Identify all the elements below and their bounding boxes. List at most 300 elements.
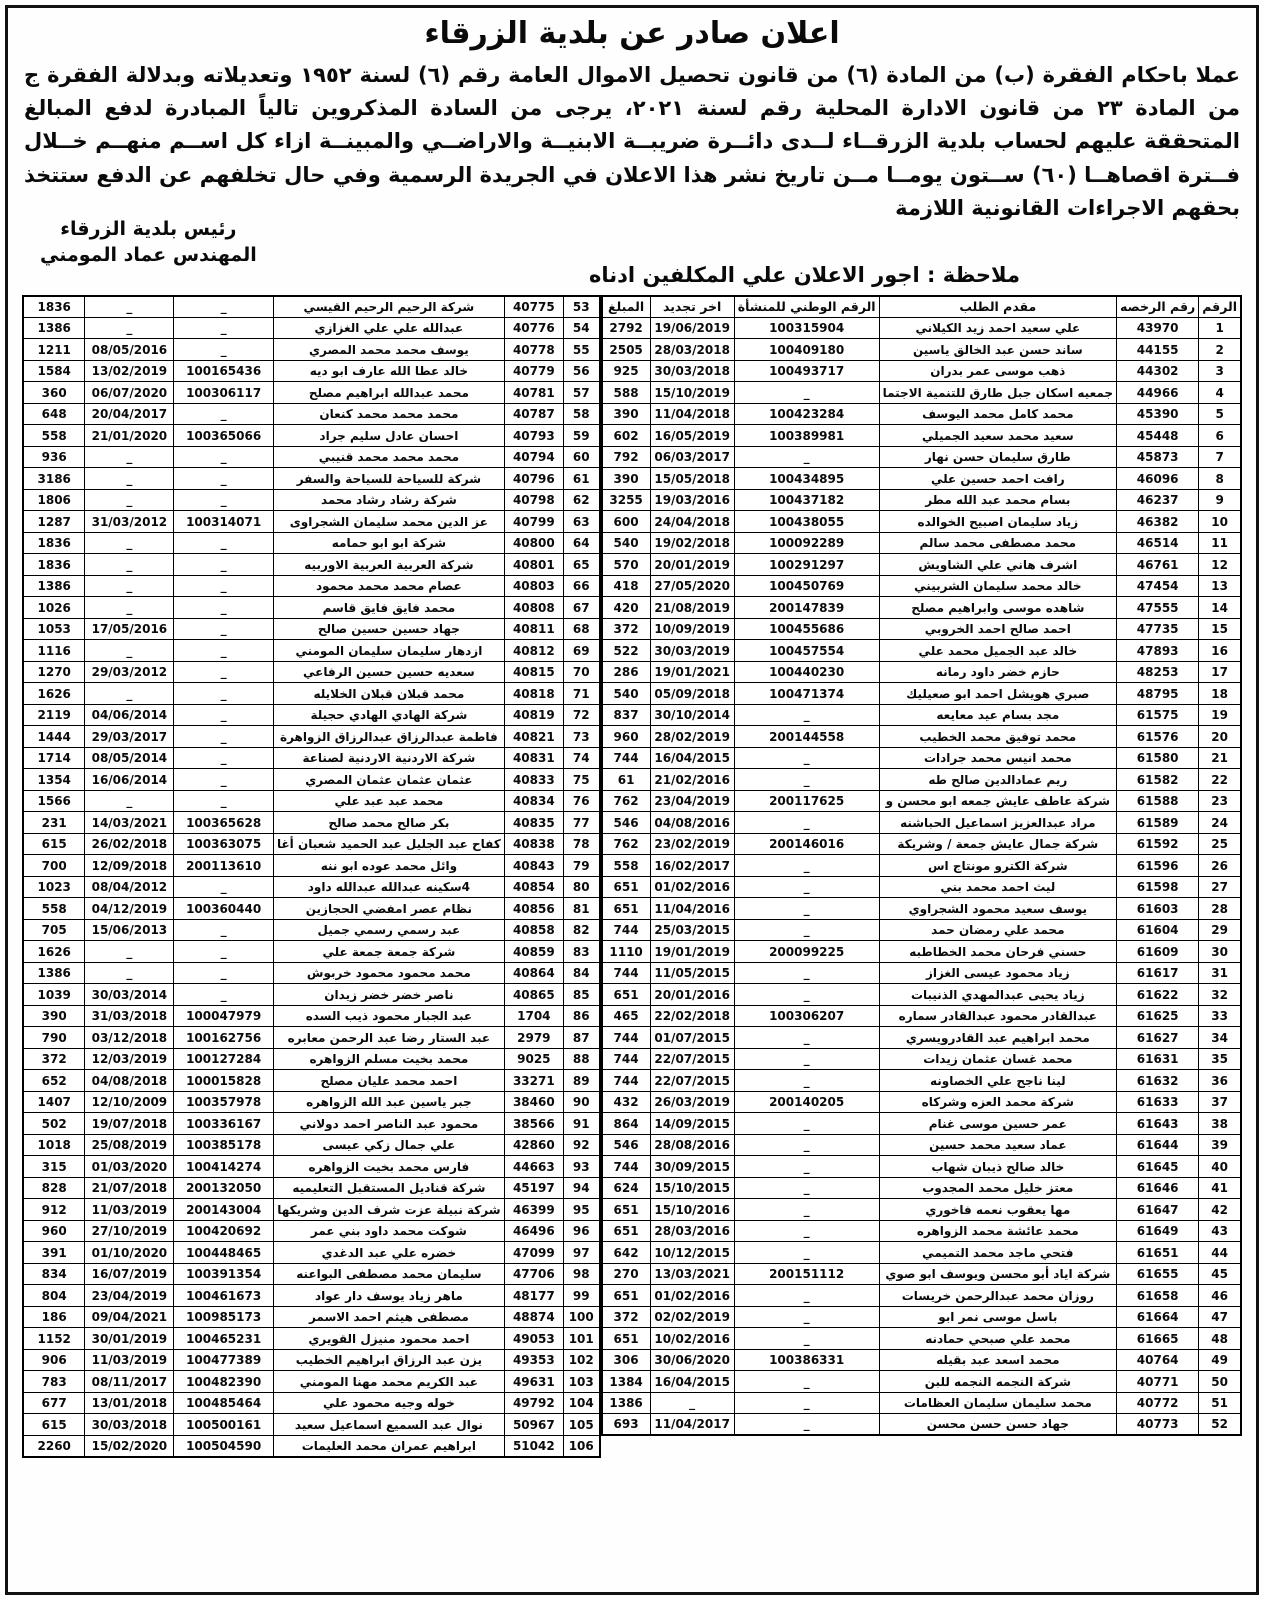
table-row — [23, 446, 600, 468]
national-id: 100386331 — [734, 1349, 879, 1371]
amount: 522 — [602, 640, 650, 662]
national-id: _ — [734, 1134, 879, 1156]
license-number: 61644 — [1117, 1134, 1199, 1156]
table-row — [23, 1263, 600, 1285]
national-id: _ — [174, 984, 274, 1006]
national-id: _ — [734, 1177, 879, 1199]
license-number: 61658 — [1117, 1285, 1199, 1307]
applicant-name: سعيد محمد سعيد الجميلي — [879, 425, 1116, 447]
amount: 652 — [23, 1070, 85, 1092]
national-id: _ — [734, 382, 879, 404]
table-row — [602, 425, 1241, 447]
license-number: 45873 — [1117, 446, 1199, 468]
amount: 2260 — [23, 1435, 85, 1457]
applicant-name: رافت احمد حسين علي — [879, 468, 1116, 490]
amount: 762 — [602, 790, 650, 812]
amount: 390 — [23, 1005, 85, 1027]
table-row — [602, 1306, 1241, 1328]
amount: 1053 — [23, 618, 85, 640]
table-row — [602, 1005, 1241, 1027]
license-number: 33271 — [504, 1070, 563, 1092]
last-renewal: 09/04/2021 — [85, 1306, 174, 1328]
applicant-name: محمد عبد عبد علي — [273, 790, 504, 812]
national-id: 100315904 — [734, 317, 879, 339]
last-renewal: 25/03/2015 — [650, 919, 734, 941]
national-id: 100336167 — [174, 1113, 274, 1135]
row-number: 6 — [1199, 425, 1241, 447]
license-number: 47454 — [1117, 575, 1199, 597]
row-number: 53 — [563, 296, 599, 318]
national-id: 100461673 — [174, 1285, 274, 1307]
applicant-name: ازدهار سليمان سليمان المومني — [273, 640, 504, 662]
row-number: 8 — [1199, 468, 1241, 490]
amount: 744 — [602, 1048, 650, 1070]
row-number: 4 — [1199, 382, 1241, 404]
national-id: _ — [734, 1220, 879, 1242]
last-renewal: 15/02/2020 — [85, 1435, 174, 1457]
applicant-name: عبدالقادر محمود عبدالقادر سماره — [879, 1005, 1116, 1027]
row-number: 57 — [563, 382, 599, 404]
applicant-name: محمد بخيت مسلم الزواهره — [273, 1048, 504, 1070]
header-row — [602, 296, 1241, 318]
column-header: رقم الرخصه — [1117, 296, 1199, 318]
table-row — [23, 1285, 600, 1307]
license-number: 61643 — [1117, 1113, 1199, 1135]
applicant-name: زياد محمود عيسى الغزاز — [879, 962, 1116, 984]
national-id: 100414274 — [174, 1156, 274, 1178]
last-renewal: 02/02/2019 — [650, 1306, 734, 1328]
last-renewal: 14/03/2021 — [85, 812, 174, 834]
applicant-name: ريم عمادالدين صالح طه — [879, 769, 1116, 791]
page-title: اعلان صادر عن بلدية الزرقاء — [424, 16, 840, 51]
license-number: 40834 — [504, 790, 563, 812]
last-renewal: _ — [85, 468, 174, 490]
signature-block — [40, 217, 257, 268]
row-number: 68 — [563, 618, 599, 640]
national-id: _ — [734, 1306, 879, 1328]
row-number: 82 — [563, 919, 599, 941]
license-number: 40775 — [504, 296, 563, 318]
license-number: 44663 — [504, 1156, 563, 1178]
applicant-name: شركة للسياحة للسياحة والسفر — [273, 468, 504, 490]
amount: 1386 — [23, 317, 85, 339]
applicant-name: حازم خضر داود رمانه — [879, 661, 1116, 683]
national-id: _ — [734, 747, 879, 769]
last-renewal: 30/09/2015 — [650, 1156, 734, 1178]
amount: 792 — [602, 446, 650, 468]
applicant-name: خالد صالح ذيبان شهاب — [879, 1156, 1116, 1178]
table-row — [602, 876, 1241, 898]
national-id: _ — [734, 855, 879, 877]
row-number: 58 — [563, 403, 599, 425]
row-number: 62 — [563, 489, 599, 511]
table-row — [23, 1091, 600, 1113]
national-id: 100500161 — [174, 1414, 274, 1436]
table-row — [23, 1199, 600, 1221]
national-id: 100437182 — [734, 489, 879, 511]
table-row — [602, 597, 1241, 619]
row-number: 76 — [563, 790, 599, 812]
amount: 744 — [602, 1027, 650, 1049]
row-number: 99 — [563, 1285, 599, 1307]
table-row — [23, 640, 600, 662]
last-renewal: 19/07/2018 — [85, 1113, 174, 1135]
row-number: 18 — [1199, 683, 1241, 705]
applicant-name: محمد سليمان سليمان العظامات — [879, 1392, 1116, 1414]
last-renewal: 21/02/2016 — [650, 769, 734, 791]
table-row — [23, 489, 600, 511]
last-renewal: 01/07/2015 — [650, 1027, 734, 1049]
license-number: 61646 — [1117, 1177, 1199, 1199]
amount: 372 — [23, 1048, 85, 1070]
applicant-name: شركة الاردنية الاردنية لصناعة — [273, 747, 504, 769]
license-number: 47706 — [504, 1263, 563, 1285]
applicant-name: شركة ابو ابو حمامه — [273, 532, 504, 554]
applicant-name: محمد توفيق محمد الخطيب — [879, 726, 1116, 748]
last-renewal: 16/05/2019 — [650, 425, 734, 447]
table-row — [23, 1177, 600, 1199]
national-id: _ — [174, 489, 274, 511]
national-id: _ — [174, 618, 274, 640]
last-renewal: _ — [85, 489, 174, 511]
table-row — [23, 1349, 600, 1371]
table-row — [23, 618, 600, 640]
column-header: مقدم الطلب — [879, 296, 1116, 318]
license-number: 40800 — [504, 532, 563, 554]
row-number: 61 — [563, 468, 599, 490]
amount: 2792 — [602, 317, 650, 339]
national-id: 100357978 — [174, 1091, 274, 1113]
license-number: 40773 — [1117, 1414, 1199, 1436]
license-number: 40787 — [504, 403, 563, 425]
applicant-name: شاهده موسى وابراهيم مصلح — [879, 597, 1116, 619]
national-id: _ — [734, 1199, 879, 1221]
table-row — [23, 1005, 600, 1027]
last-renewal: _ — [85, 790, 174, 812]
last-renewal: 16/04/2015 — [650, 1371, 734, 1393]
table-row — [602, 790, 1241, 812]
page-frame — [5, 5, 1259, 1595]
national-id: _ — [734, 1285, 879, 1307]
last-renewal: 21/08/2019 — [650, 597, 734, 619]
applicant-name: خالد عطا الله عارف ابو ديه — [273, 360, 504, 382]
row-number: 26 — [1199, 855, 1241, 877]
applicant-name: معتز خليل محمد المجدوب — [879, 1177, 1116, 1199]
license-number: 61589 — [1117, 812, 1199, 834]
license-number: 40764 — [1117, 1349, 1199, 1371]
applicant-name: فتحي ماجد محمد التميمي — [879, 1242, 1116, 1264]
table-row — [602, 339, 1241, 361]
amount: 1407 — [23, 1091, 85, 1113]
amount: 1018 — [23, 1134, 85, 1156]
charges-table-rows-1-52 — [601, 295, 1242, 1437]
national-id: 100306117 — [174, 382, 274, 404]
applicant-name: احمد صالح احمد الخروبي — [879, 618, 1116, 640]
row-number: 102 — [563, 1349, 599, 1371]
applicant-name: عمر حسين موسى غنام — [879, 1113, 1116, 1135]
license-number: 46761 — [1117, 554, 1199, 576]
license-number: 46096 — [1117, 468, 1199, 490]
last-renewal: 17/05/2016 — [85, 618, 174, 640]
applicant-name: اشرف هاني علي الشاويش — [879, 554, 1116, 576]
applicant-name: محمد فايق فايق قاسم — [273, 597, 504, 619]
license-number: 40858 — [504, 919, 563, 941]
license-number: 61604 — [1117, 919, 1199, 941]
row-number: 9 — [1199, 489, 1241, 511]
national-id: _ — [174, 317, 274, 339]
applicant-name: محمد انيس محمد جرادات — [879, 747, 1116, 769]
row-number: 74 — [563, 747, 599, 769]
row-number: 93 — [563, 1156, 599, 1178]
applicant-name: شركة الرحيم الرحيم القيسي — [273, 296, 504, 318]
last-renewal: 29/03/2017 — [85, 726, 174, 748]
table-row — [23, 1306, 600, 1328]
table-row — [23, 790, 600, 812]
table-row — [602, 1328, 1241, 1350]
license-number: 40794 — [504, 446, 563, 468]
last-renewal: 26/03/2019 — [650, 1091, 734, 1113]
amount: 783 — [23, 1371, 85, 1393]
last-renewal: 28/02/2019 — [650, 726, 734, 748]
applicant-name: شركة عاطف عايش جمعه ابو محسن و — [879, 790, 1116, 812]
last-renewal: 27/10/2019 — [85, 1220, 174, 1242]
table-row — [23, 317, 600, 339]
amount: 306 — [602, 1349, 650, 1371]
national-id: _ — [734, 1048, 879, 1070]
row-number: 19 — [1199, 704, 1241, 726]
license-number: 61625 — [1117, 1005, 1199, 1027]
applicant-name: طارق سليمان حسن نهار — [879, 446, 1116, 468]
license-number: 48795 — [1117, 683, 1199, 705]
amount: 558 — [602, 855, 650, 877]
last-renewal: 23/04/2019 — [650, 790, 734, 812]
license-number: 46399 — [504, 1199, 563, 1221]
last-renewal: 11/04/2017 — [650, 1414, 734, 1436]
table-row — [602, 1156, 1241, 1178]
amount: 1270 — [23, 661, 85, 683]
last-renewal: 31/03/2012 — [85, 511, 174, 533]
table-row — [602, 1199, 1241, 1221]
last-renewal: 13/01/2018 — [85, 1392, 174, 1414]
row-number: 59 — [563, 425, 599, 447]
last-renewal: 19/01/2019 — [650, 941, 734, 963]
amount: 1384 — [602, 1371, 650, 1393]
license-number: 44302 — [1117, 360, 1199, 382]
national-id: 100440230 — [734, 661, 879, 683]
applicant-name: شركة جمال عايش جمعة / وشريكة — [879, 833, 1116, 855]
row-number: 37 — [1199, 1091, 1241, 1113]
last-renewal: 14/09/2015 — [650, 1113, 734, 1135]
license-number: 61664 — [1117, 1306, 1199, 1328]
applicant-name: جهاد حسن حسن محسن — [879, 1414, 1116, 1436]
license-number: 49792 — [504, 1392, 563, 1414]
row-number: 51 — [1199, 1392, 1241, 1414]
last-renewal: 10/02/2016 — [650, 1328, 734, 1350]
table-row — [23, 425, 600, 447]
license-number: 61631 — [1117, 1048, 1199, 1070]
license-number: 40815 — [504, 661, 563, 683]
national-id: 100465231 — [174, 1328, 274, 1350]
applicant-name: محمد علي صبحي حمادنه — [879, 1328, 1116, 1350]
table-row — [23, 1048, 600, 1070]
charges-table-rows-53-106 — [22, 295, 601, 1458]
table-row — [23, 468, 600, 490]
table-row — [23, 554, 600, 576]
amount: 546 — [602, 812, 650, 834]
applicant-name: ليث احمد محمد بني — [879, 876, 1116, 898]
applicant-name: شركة نبيلة عزت شرف الدين وشريكها — [273, 1199, 504, 1221]
row-number: 87 — [563, 1027, 599, 1049]
amount: 615 — [23, 1414, 85, 1436]
license-number: 61617 — [1117, 962, 1199, 984]
national-id: 200140205 — [734, 1091, 879, 1113]
row-number: 14 — [1199, 597, 1241, 619]
national-id: 200143004 — [174, 1199, 274, 1221]
row-number: 29 — [1199, 919, 1241, 941]
last-renewal: 11/05/2015 — [650, 962, 734, 984]
amount: 1626 — [23, 683, 85, 705]
applicant-name: خضره علي عبد الدغدي — [273, 1242, 504, 1264]
amount: 540 — [602, 532, 650, 554]
last-renewal: 19/02/2018 — [650, 532, 734, 554]
license-number: 61609 — [1117, 941, 1199, 963]
applicant-name: خالد محمد سليمان الشربيني — [879, 575, 1116, 597]
license-number: 61603 — [1117, 898, 1199, 920]
table-row — [23, 575, 600, 597]
amount: 3255 — [602, 489, 650, 511]
last-renewal: 11/03/2019 — [85, 1199, 174, 1221]
last-renewal: 16/07/2019 — [85, 1263, 174, 1285]
row-number: 7 — [1199, 446, 1241, 468]
license-number: 61598 — [1117, 876, 1199, 898]
national-id: _ — [734, 876, 879, 898]
row-number: 95 — [563, 1199, 599, 1221]
license-number: 61655 — [1117, 1263, 1199, 1285]
amount: 1110 — [602, 941, 650, 963]
row-number: 2 — [1199, 339, 1241, 361]
amount: 651 — [602, 1220, 650, 1242]
applicant-name: محمد علي رمضان حمد — [879, 919, 1116, 941]
applicant-name: محمد قبلان قبلان الخلايله — [273, 683, 504, 705]
license-number: 46382 — [1117, 511, 1199, 533]
last-renewal: 01/02/2016 — [650, 876, 734, 898]
applicant-name: شركة قناديل المستقبل التعليميه — [273, 1177, 504, 1199]
row-number: 79 — [563, 855, 599, 877]
national-id: _ — [174, 769, 274, 791]
national-id: 200144558 — [734, 726, 879, 748]
table-row — [23, 812, 600, 834]
amount: 837 — [602, 704, 650, 726]
column-header: اخر تجديد — [650, 296, 734, 318]
table-row — [23, 403, 600, 425]
license-number: 47735 — [1117, 618, 1199, 640]
row-number: 86 — [563, 1005, 599, 1027]
table-row — [602, 1242, 1241, 1264]
applicant-name: روزان محمد عبدالرحمن خريسات — [879, 1285, 1116, 1307]
license-number: 43970 — [1117, 317, 1199, 339]
row-number: 16 — [1199, 640, 1241, 662]
row-number: 54 — [563, 317, 599, 339]
last-renewal: _ — [85, 554, 174, 576]
national-id: 100438055 — [734, 511, 879, 533]
row-number: 5 — [1199, 403, 1241, 425]
row-number: 10 — [1199, 511, 1241, 533]
row-number: 41 — [1199, 1177, 1241, 1199]
last-renewal: 30/06/2020 — [650, 1349, 734, 1371]
table-row — [23, 704, 600, 726]
last-renewal: _ — [85, 941, 174, 963]
amount: 418 — [602, 575, 650, 597]
row-number: 85 — [563, 984, 599, 1006]
national-id: 100450769 — [734, 575, 879, 597]
amount: 960 — [23, 1220, 85, 1242]
license-number: 40854 — [504, 876, 563, 898]
national-id: 100477389 — [174, 1349, 274, 1371]
license-number: 61582 — [1117, 769, 1199, 791]
applicant-name: وائل محمد عوده ابو ننه — [273, 855, 504, 877]
last-renewal: 12/03/2019 — [85, 1048, 174, 1070]
row-number: 97 — [563, 1242, 599, 1264]
license-number: 40838 — [504, 833, 563, 855]
national-id: 200132050 — [174, 1177, 274, 1199]
row-number: 84 — [563, 962, 599, 984]
row-number: 21 — [1199, 747, 1241, 769]
license-number: 49053 — [504, 1328, 563, 1350]
column-header: الرقم — [1199, 296, 1241, 318]
row-number: 83 — [563, 941, 599, 963]
last-renewal: _ — [85, 317, 174, 339]
amount: 1026 — [23, 597, 85, 619]
applicant-name: ابراهيم عمران محمد العليمات — [273, 1435, 504, 1457]
table-row — [602, 1027, 1241, 1049]
table-row — [23, 726, 600, 748]
applicant-name: يوسف سعيد محمود الشجراوي — [879, 898, 1116, 920]
license-number: 40801 — [504, 554, 563, 576]
last-renewal: 30/10/2014 — [650, 704, 734, 726]
table-row — [602, 812, 1241, 834]
national-id: 100047979 — [174, 1005, 274, 1027]
applicant-name: لينا ناجح علي الخصاونه — [879, 1070, 1116, 1092]
amount: 651 — [602, 984, 650, 1006]
amount: 700 — [23, 855, 85, 877]
last-renewal: 31/03/2018 — [85, 1005, 174, 1027]
table-row — [23, 360, 600, 382]
national-id: 100448465 — [174, 1242, 274, 1264]
table-row — [602, 1414, 1241, 1436]
national-id: 100985173 — [174, 1306, 274, 1328]
last-renewal: 04/12/2019 — [85, 898, 174, 920]
last-renewal: 15/10/2019 — [650, 382, 734, 404]
license-number: 61651 — [1117, 1242, 1199, 1264]
national-id: _ — [174, 468, 274, 490]
applicant-name: شركة محمد العزه وشركاه — [879, 1091, 1116, 1113]
amount: 186 — [23, 1306, 85, 1328]
amount: 600 — [602, 511, 650, 533]
last-renewal: _ — [85, 597, 174, 619]
last-renewal: 15/06/2013 — [85, 919, 174, 941]
row-number: 78 — [563, 833, 599, 855]
table-row — [23, 296, 600, 318]
national-id: _ — [734, 919, 879, 941]
national-id: _ — [174, 403, 274, 425]
column-header: الرقم الوطني للمنشأة — [734, 296, 879, 318]
applicant-name: يزن عبد الرزاق ابراهيم الخطيب — [273, 1349, 504, 1371]
national-id: _ — [174, 919, 274, 941]
national-id: _ — [174, 790, 274, 812]
national-id: 100457554 — [734, 640, 879, 662]
amount: 651 — [602, 898, 650, 920]
table-row — [23, 747, 600, 769]
